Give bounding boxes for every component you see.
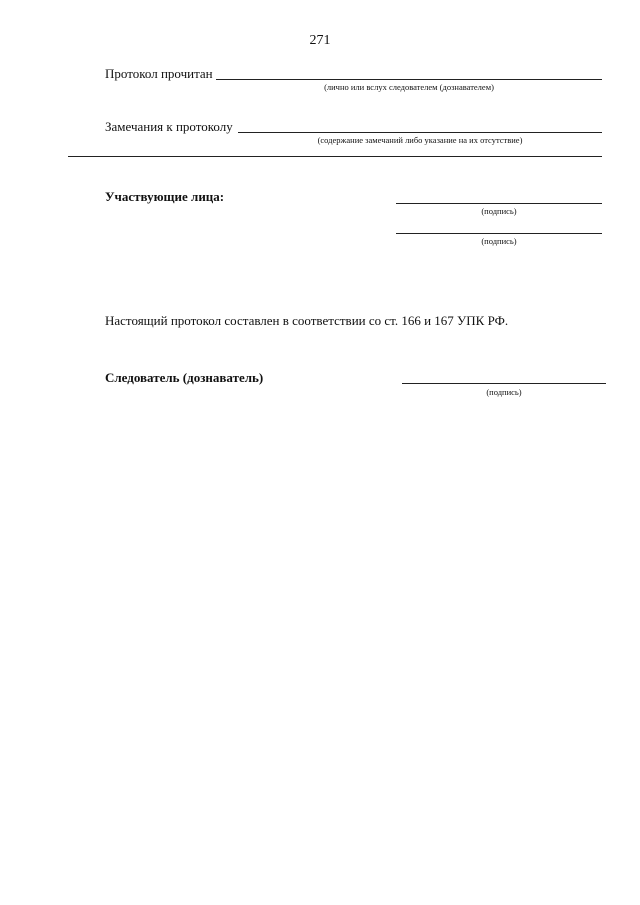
remarks-hint: (содержание замечаний либо указание на их отсутствие)	[317, 135, 523, 145]
protocol-read-label: Протокол прочитан	[105, 66, 213, 81]
participant-signature-line-1[interactable]	[396, 203, 602, 204]
participants-label: Участвующие лица:	[105, 189, 225, 204]
page-number: 271	[309, 33, 331, 48]
legal-basis-statement: Настоящий протокол составлен в соответствии со ст. 166 и 167 УПК РФ.	[105, 313, 509, 328]
participant-signature-line-2[interactable]	[396, 233, 602, 234]
remarks-continuation-line[interactable]	[68, 156, 602, 157]
protocol-read-hint: (лично или вслух следователем (дознавателем)	[324, 82, 494, 92]
participant-signature-hint-2: (подпись)	[481, 236, 517, 246]
remarks-label: Замечания к протоколу	[105, 119, 233, 134]
protocol-read-line[interactable]	[216, 79, 602, 80]
investigator-signature-line[interactable]	[402, 383, 606, 384]
investigator-label: Следователь (дознаватель)	[105, 370, 264, 385]
investigator-signature-hint: (подпись)	[486, 387, 522, 397]
participant-signature-hint-1: (подпись)	[481, 206, 517, 216]
remarks-line[interactable]	[238, 132, 602, 133]
